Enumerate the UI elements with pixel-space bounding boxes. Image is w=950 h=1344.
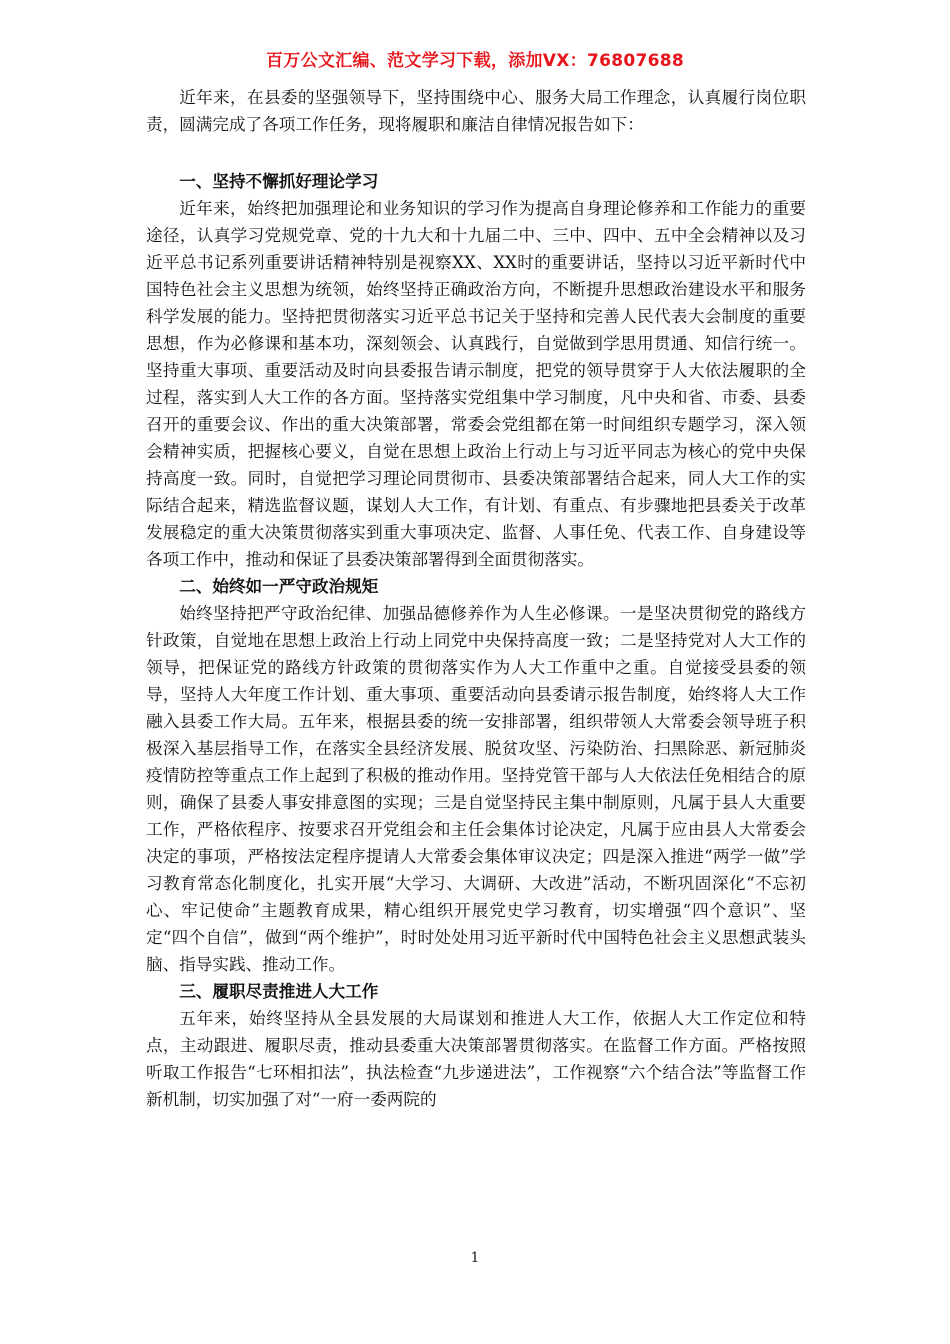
document-body xyxy=(146,84,806,1113)
section-heading: 一、坚持不懈抓好理论学习 xyxy=(179,172,379,191)
intro-paragraph: 近年来，在县委的坚强领导下，坚持围绕中心、服务大局工作理念，认真履行岗位职责，圆满完成了各项工作任务，现将履职和廉洁自律情况报告如下： xyxy=(146,88,806,134)
section-heading: 二、始终如一严守政治规矩 xyxy=(179,577,379,596)
section-paragraph: 近年来，始终把加强理论和业务知识的学习作为提高自身理论修养和工作能力的重要途径，认真学习党规党章、党的十九大和十九届二中、三中、四中、五中全会精神以及习近平总书记系列重要讲话精神特别是视察XX、XX时的重要讲话，坚持以习近平新时代中国特色社会主义思想为统领，始终坚持正确政治方向，不断提升思想政治建设水平和服务科学发展的能力。坚持把贯彻落实习近平总书记关于坚持和完善人民代表大会制度的重要思想，作为必修课和基本功，深刻领会、认真践行，自觉做到学思用贯通、知信行统一。坚持重大事项、重要活动及时向县委报告请示制度，把党的领导贯穿于人大依法履职的全过程，落实到人大工作的各方面。坚持落实党组集中学习制度，凡中央和省、市委、县委召开的重要会议、作出的重大决策部署，常委会党组都在第一时间组织专题学习，深入领会精神实质，把握核心要义，自觉在思想上政治上行动上与习近平同志为核心的党中央保持高度一致。同时，自觉把学习理论同贯彻市、县委决策部署结合起来，同人大工作的实际结合起来，精选监督议题，谋划人大工作，有计划、有重点、有步骤地把县委关于改革发展稳定的重大决策贯彻落实到重大事项决定、监督、人事任免、代表工作、自身建设等各项工作中，推动和保证了县委决策部署得到全面贯彻落实。 xyxy=(146,199,806,569)
section-paragraph: 始终坚持把严守政治纪律、加强品德修养作为人生必修课。一是坚决贯彻党的路线方针政策，自觉地在思想上政治上行动上同党中央保持高度一致；二是坚持党对人大工作的领导，把保证党的路线方针政策的贯彻落实作为人大工作重中之重。自觉接受县委的领导，坚持人大年度工作计划、重大事项、重要活动向县委请示报告制度，始终将人大工作融入县委工作大局。五年来，根据县委的统一安排部署，组织带领人大常委会领导班子积极深入基层指导工作，在落实全县经济发展、脱贫攻坚、污染防治、扫黑除恶、新冠肺炎疫情防控等重点工作上起到了积极的推动作用。坚持党管干部与人大依法任免相结合的原则，确保了县委人事安排意图的实现；三是自觉坚持民主集中制原则，凡属于县人大重要工作，严格依程序、按要求召开党组会和主任会集体讨论决定，凡属于应由县人大常委会决定的事项，严格按法定程序提请人大常委会集体审议决定；四是深入推进“两学一做”学习教育常态化制度化，扎实开展“大学习、大调研、大改进”活动，不断巩固深化“不忘初心、牢记使命”主题教育成果，精心组织开展党史学习教育，切实增强“四个意识”、坚定“四个自信”，做到“两个维护”，时时处处用习近平新时代中国特色社会主义思想武装头脑、指导实践、推动工作。 xyxy=(146,604,806,974)
section-paragraph: 五年来，始终坚持从全县发展的大局谋划和推进人大工作，依据人大工作定位和特点，主动跟进、履职尽责，推动县委重大决策部署贯彻落实。在监督工作方面。严格按照听取工作报告“七环相扣法”，执法检查“九步递进法”，工作视察“六个结合法”等监督工作新机制，切实加强了对“一府一委两院的 xyxy=(146,1009,806,1109)
page-number: 1 xyxy=(470,1250,480,1266)
header-banner: 百万公文汇编、范文学习下载，添加VX：76807688 xyxy=(266,51,684,71)
section-heading: 三、履职尽责推进人大工作 xyxy=(179,982,379,1001)
